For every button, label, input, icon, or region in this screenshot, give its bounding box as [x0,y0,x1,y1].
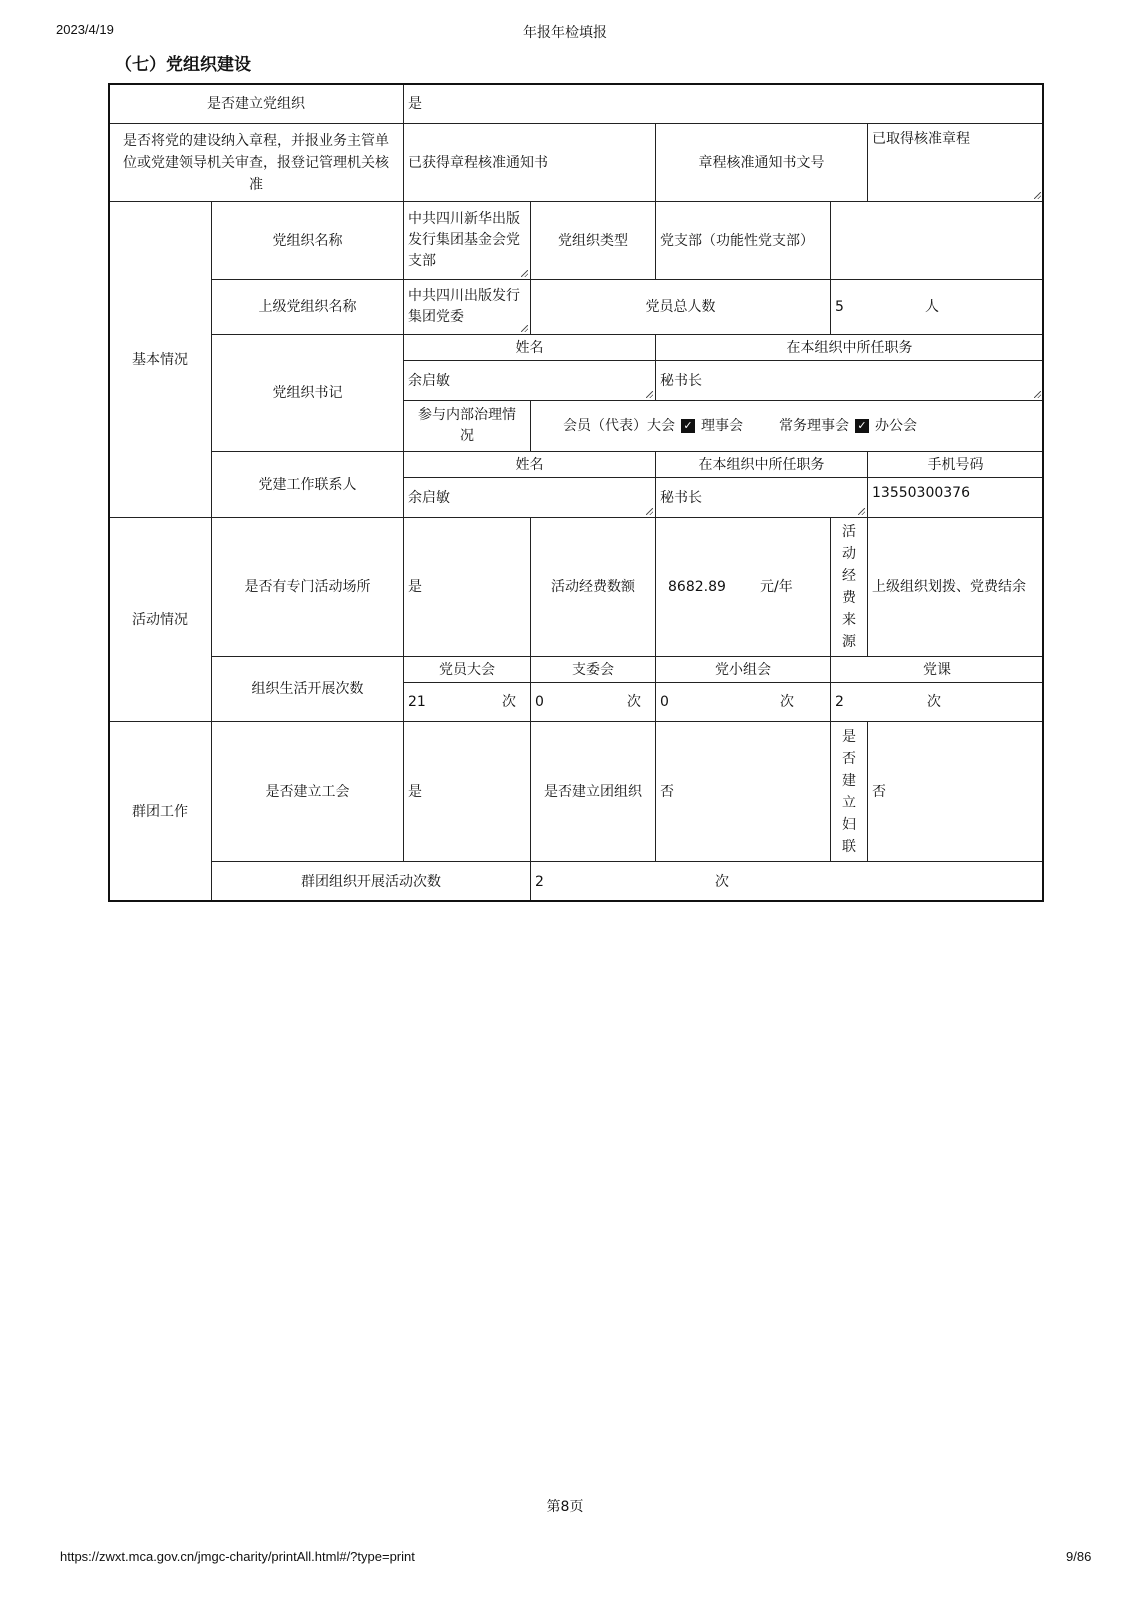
basic-group-label: 基本情况 [108,201,212,518]
print-header-title: 年报年检填报 [523,25,607,41]
funds-value: 8682.89 [668,579,726,595]
mass-group-label: 群团工作 [108,721,212,902]
gov-assembly-label: 会员（代表）大会 [563,418,675,434]
venue-value[interactable]: 是 [403,517,531,657]
members-unit: 人 [925,299,939,315]
funds-unit: 元/年 [760,579,793,595]
print-date: 2023/4/19 [56,22,114,37]
charter-value[interactable]: 已获得章程核准通知书 [403,123,656,202]
org-life-label: 组织生活开展次数 [211,656,404,722]
venue-label: 是否有专门活动场所 [211,517,404,657]
secretary-label: 党组织书记 [211,334,404,452]
mass-activity-count[interactable]: 2 次 [530,861,1044,902]
established-value[interactable]: 是 [403,83,1044,124]
contact-position[interactable]: 秘书长 [655,477,868,518]
funds-source-label: 活 动 经 费 来 源 [830,517,868,657]
gov-standing-council-label: 常务理事会 [779,418,849,434]
youth-league-value[interactable]: 否 [655,721,831,862]
contact-phone-header: 手机号码 [867,451,1044,478]
contact-name[interactable]: 余启敏 [403,477,656,518]
contact-name-header: 姓名 [403,451,656,478]
members-cell[interactable] [830,279,1044,335]
org-name-label: 党组织名称 [211,201,404,280]
section-title: （七）党组织建设 [115,55,251,75]
org-type-value[interactable]: 党支部（功能性党支部） [655,201,831,280]
secretary-name[interactable]: 余启敏 [403,360,656,401]
life-group-meeting-count[interactable]: 0 次 [655,682,831,722]
org-name-value[interactable]: 中共四川新华出版发行集团基金会党支部 [403,201,531,280]
life-party-class-count[interactable]: 2 次 [830,682,1044,722]
women-federation-value[interactable]: 否 [867,721,1044,862]
members-label: 党员总人数 [530,279,831,335]
gov-office-meeting-label: 办公会 [875,418,917,434]
life-branch-committee-count[interactable]: 0 次 [530,682,656,722]
contact-label: 党建工作联系人 [211,451,404,518]
gov-office-meeting-checkbox[interactable]: ✓ [855,419,869,433]
org-type-blank [830,201,1044,280]
page-number: 第8页 [546,1499,584,1515]
org-type-label: 党组织类型 [530,201,656,280]
gov-council-checkbox[interactable]: ✓ [681,419,695,433]
parent-org-label: 上级党组织名称 [211,279,404,335]
gov-council-label: 理事会 [701,418,743,434]
funds-cell[interactable] [655,517,831,657]
union-value[interactable]: 是 [403,721,531,862]
governance-options [530,400,1044,452]
secretary-name-header: 姓名 [403,334,656,361]
funds-source-value[interactable]: 上级组织划拨、党费结余 [867,517,1044,657]
mass-activity-count-label: 群团组织开展活动次数 [211,861,531,902]
secretary-position[interactable]: 秘书长 [655,360,1044,401]
funds-label: 活动经费数额 [530,517,656,657]
activity-group-label: 活动情况 [108,517,212,722]
charter-label: 是否将党的建设纳入章程，并报业务主管单位或党建领导机关审查，报登记管理机关核准 [108,123,404,202]
contact-position-header: 在本组织中所任职务 [655,451,868,478]
governance-label: 参与内部治理情况 [403,400,531,452]
members-value: 5 [835,299,844,315]
charter-doc-value[interactable]: 已取得核准章程 [867,123,1044,202]
life-header-branch-committee: 支委会 [530,656,656,683]
union-label: 是否建立工会 [211,721,404,862]
youth-league-label: 是否建立团组织 [530,721,656,862]
life-header-general-meeting: 党员大会 [403,656,531,683]
secretary-position-header: 在本组织中所任职务 [655,334,1044,361]
contact-phone[interactable]: 13550300376 [867,477,1044,518]
life-header-group-meeting: 党小组会 [655,656,831,683]
life-general-meeting-count[interactable]: 21 次 [403,682,531,722]
parent-org-value[interactable]: 中共四川出版发行集团党委 [403,279,531,335]
women-federation-label: 是 否 建 立 妇 联 [830,721,868,862]
established-label: 是否建立党组织 [108,83,404,124]
footer-url: https://zwxt.mca.gov.cn/jmgc-charity/printAll.html#/?type=print [60,1549,415,1564]
footer-page-count: 9/86 [1066,1549,1092,1564]
charter-doc-label: 章程核准通知书文号 [655,123,868,202]
life-header-party-class: 党课 [830,656,1044,683]
